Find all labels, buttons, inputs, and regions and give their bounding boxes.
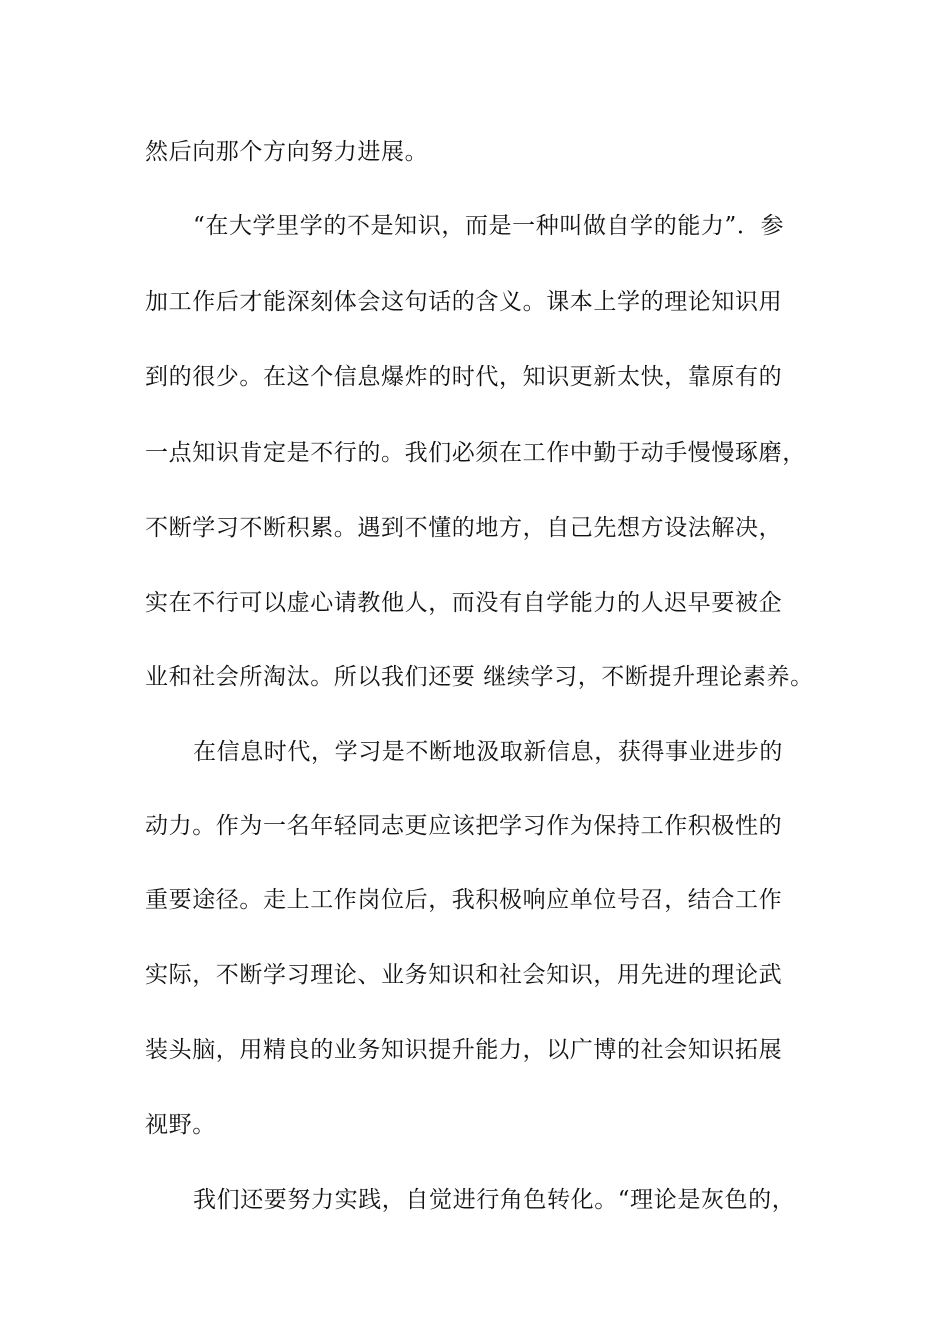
text-line: 业和社会所淘汰。所以我们还要 继续学习，不断提升理论素养。 <box>145 664 814 690</box>
text-line: 然后向那个方向努力进展。 <box>145 139 429 165</box>
text-line: 实在不行可以虚心请教他人，而没有自学能力的人迟早要被企 <box>145 590 783 616</box>
text-line: “在大学里学的不是知识，而是一种叫做自学的能力”．参 <box>193 213 785 239</box>
text-line: 不断学习不断积累。遇到不懂的地方，自己先想方设法解决， <box>145 515 783 541</box>
text-line: 实际，不断学习理论、业务知识和社会知识，用先进的理论武 <box>145 962 783 988</box>
text-line: 动力。作为一名年轻同志更应该把学习作为保持工作积极性的 <box>145 813 783 839</box>
text-line: 在信息时代，学习是不断地汲取新信息，获得事业进步的 <box>193 739 783 765</box>
text-line: 装头脑，用精良的业务知识提升能力，以广博的社会知识拓展 <box>145 1037 783 1063</box>
text-line: 加工作后才能深刻体会这句话的含义。课本上学的理论知识用 <box>145 289 783 315</box>
text-line: 我们还要努力实践，自觉进行角色转化。“理论是灰色的， <box>193 1187 796 1213</box>
text-line: 到的很少。在这个信息爆炸的时代，知识更新太快，靠原有的 <box>145 364 783 390</box>
text-line: 重要途径。走上工作岗位后，我积极响应单位号召，结合工作 <box>145 887 783 913</box>
text-line: 一点知识肯定是不行的。我们必须在工作中勤于动手慢慢琢磨， <box>145 440 806 466</box>
text-line: 视野。 <box>145 1112 216 1138</box>
